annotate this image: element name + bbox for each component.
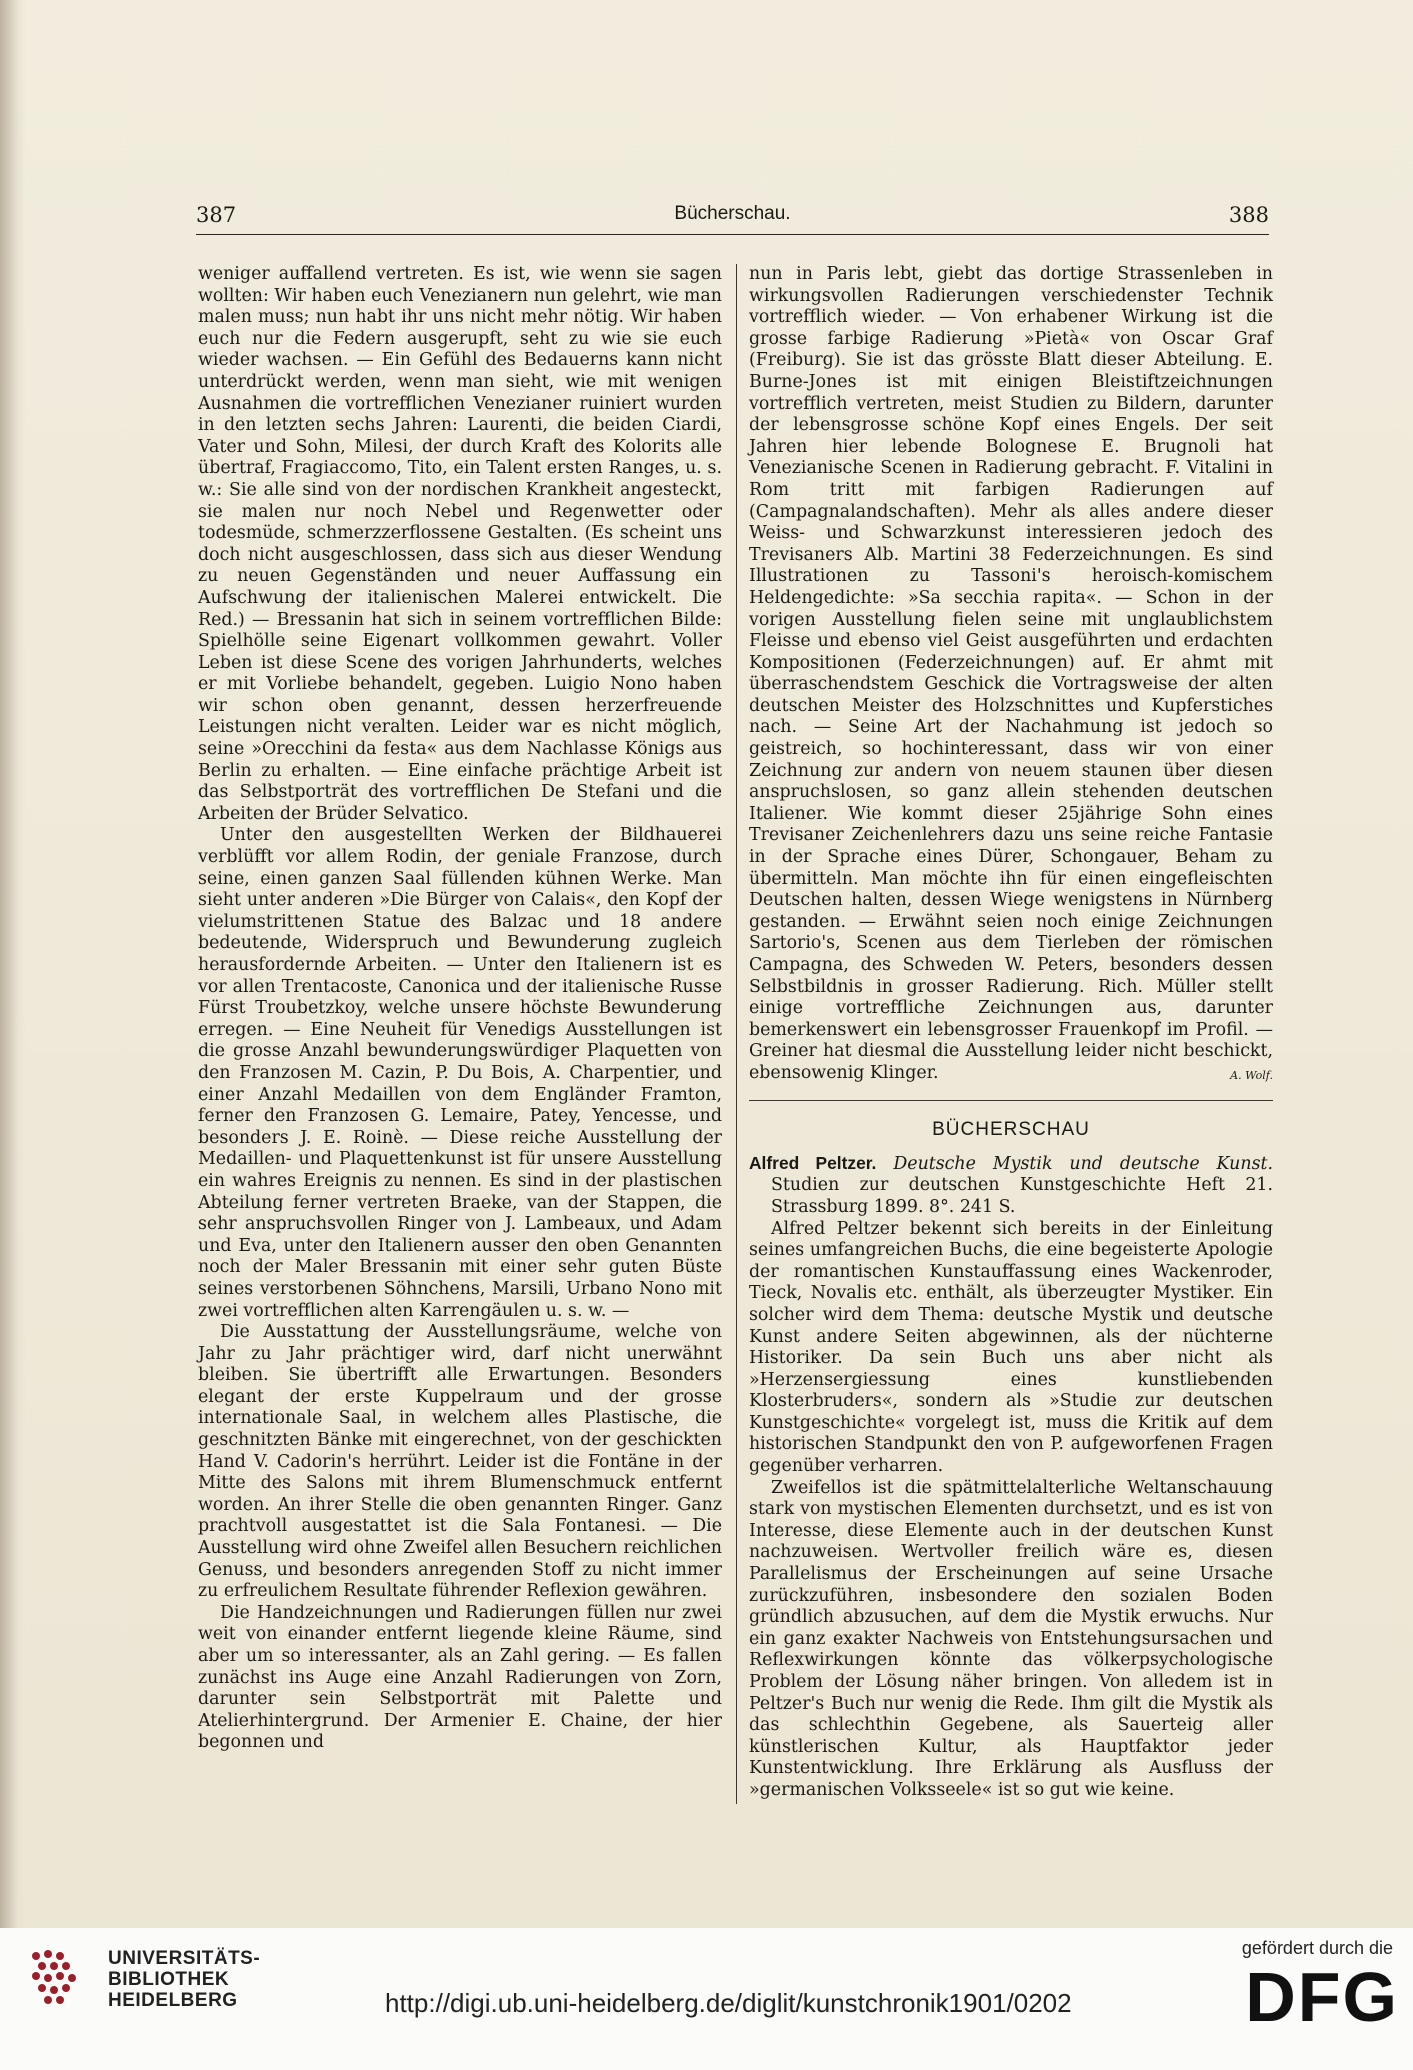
digitization-footer [0, 1928, 1413, 2070]
paragraph: Zweifellos ist die spätmittelalterliche Weltanschauung stark von mystischen Elementen durchsetzt, und es ist von Interesse, diese Elemente auch in der deutschen Kunst nachzuweisen. Wertvoller freilich wäre es, diesen Parallelismus der Erscheinungen auf seine Ursache zurückzuführen, insbesondere den sozialen Boden gründlich abzusuchen, auf dem die Mystik erwuchs. Nur ein ganz exakter Nachweis von Entstehungsursachen und Reflexwirkungen könnte das völkerpsychologische Problem der Lösung näher bringen. Von alledem ist in Peltzer's Buch nur wenig die Rede. Ihm gilt die Mystik als das schlechthin Gegebene, als Sauerteig aller künstlerischen Kultur, als Hauptfaktor jeder Kunstentwicklung. Ihre Erklärung als Ausfluss der »germanischen Volksseele« ist so gut wie keine. [749, 1477, 1273, 1800]
header-rule [196, 234, 1269, 235]
paragraph: Unter den ausgestellten Werken der Bildhauerei verblüfft vor allem Rodin, der geniale Franzose, durch seine, einen ganzen Saal füllenden kühnen Werke. Man sieht unter anderen »Die Bürger von Calais«, den Kopf der vielumstrittenen Statue des Balzac und 18 andere bedeutende, Widerspruch und Bewunderung zugleich herausfordernde Arbeiten. — Unter den Italienern ist es vor allen Trentacoste, Canonica und der italienische Russe Fürst Troubetzkoy, welche unsere höchste Bewunderung erregen. — Eine Neuheit für Venedigs Ausstellungen ist die grosse Anzahl bewunderungswürdiger Plaquetten von den Franzosen M. Cazin, P. Du Bois, A. Charpentier, und einer Anzahl Medaillen von dem Engländer Framton, ferner den Franzosen G. Lemaire, Patey, Yencesse, und besonders J. E. Roinè. — Diese reiche Ausstellung der Medaillen- und Plaquettenkunst ist für unsere Ausstellung ein wahres Ereignis zu nennen. Es sind in der plastischen Abteilung ferner vertreten Braeke, van der Stappen, die sehr anspruchsvollen Ringer von J. Lambeaux, und Adam und Eva, unter den Italienern ausser den oben Genannten noch der Maler Bressanin mit einer sehr guten Büste seines verstorbenen Söhnchens, Marsili, Urbano Nono mit zwei vortrefflichen alten Karrengäulen u. s. w. — [198, 825, 722, 1321]
running-title: Bücherschau. [674, 203, 791, 224]
section-title: BÜCHERSCHAU [932, 1119, 1090, 1141]
page-number-right: 388 [1228, 203, 1269, 227]
paragraph: Die Handzeichnungen und Radierungen füllen nur zwei weit von einander entfernt liegende kleine Räume, sind aber um so interessanter, als an Zahl gering. — Es fallen zunächst ins Auge eine Anzahl Radierungen von Zorn, darunter sein Selbstporträt mit Palette und Atelierhintergrund. Der Armenier E. Chaine, der hier begonnen und [198, 1602, 722, 1753]
page-edge-shadow [0, 0, 26, 2070]
paragraph: Alfred Peltzer bekennt sich bereits in der Einleitung seines umfangreichen Buchs, die eine begeisterte Apologie der romantischen Kunstauffassung eines Wackenroder, Tieck, Novalis etc. enthält, als überzeugter Mystiker. Ein solcher wird dem Thema: deutsche Mystik und deutsche Kunst andere Seiten abgewinnen, als der nüchterne Historiker. Da sein Buch uns aber nicht als »Herzensergiessung eines kunstliebenden Klosterbruders«, sondern als »Studie zur deutschen Kunstgeschichte« vorgelegt ist, muss die Kritik auf dem historischen Standpunkt den von P. aufgeworfenen Fragen gegenüber verharren. [749, 1218, 1273, 1477]
university-seal-icon [28, 1948, 94, 2008]
paragraph: Die Ausstattung der Ausstellungsräume, welche von Jahr zu Jahr prächtiger wird, darf nicht unerwähnt bleiben. Sie übertrifft alle Erwartungen. Besonders elegant der erste Kuppelraum und der grosse internationale Saal, in welchem alles Plastische, die geschnitzten Bänke mit eingerechnet, von der geschickten Hand V. Cadorin's herrührt. Leider ist die Fontäne in der Mitte des Salons mit ihrem Blumenschmuck entfernt worden. An ihrer Stelle die oben genannten Ringer. Ganz prachtvoll ausgestattet ist die Sala Fontanesi. — Die Ausstellung wird ohne Zweifel allen Besuchern reichlichen Genuss, und besonders anregenden Stoff zu nicht immer zu erfreulichem Resultate führender Reflexion gewähren. [198, 1322, 722, 1602]
left-column [198, 264, 722, 1754]
permalink-url[interactable]: http://digi.ub.uni-heidelberg.de/diglit/kunstchronik1901/0202 [385, 1988, 1072, 2018]
paragraph: weniger auffallend vertreten. Es ist, wie wenn sie sagen wollten: Wir haben euch Venezianern nun gelehrt, wie man malen muss; nun habt ihr uns nicht mehr nötig. Wir haben euch nur die Federn ausgerupft, seht zu wie sie euch wieder wachsen. — Ein Gefühl des Bedauerns kann nicht unterdrückt werden, wenn man sieht, wie mit wenigen Ausnahmen die vortrefflichen Venezianer ruiniert wurden in den letzten sechs Jahren: Laurenti, die beiden Ciardi, Vater und Sohn, Milesi, der durch Kraft des Kolorits alle übertraf, Fragiaccomo, Tito, ein Talent ersten Ranges, u. s. w.: Sie alle sind von der nordischen Krankheit angesteckt, sie malen nur noch Nebel und Regenwetter oder todesmüde, schmerzzerflossene Gestalten. (Es scheint uns doch nicht ausgeschlossen, dass sich aus dieser Wendung zu neuen Gegenständen und neuer Auffassung ein Aufschwung der italienischen Malerei entwickelt. Die Red.) — Bressanin hat sich in seinem vortrefflichen Bilde: Spielhölle seine Eigenart vollkommen gewahrt. Voller Leben ist diese Scene des vorigen Jahrhunderts, welches er mit Vorliebe behandelt, gegeben. Luigio Nono haben wir schon oben genannt, dessen herzerfreuende Leistungen nicht veralten. Leider war es nicht möglich, seine »Orecchini da festa« aus dem Nachlasse Königs aus Berlin zu erhalten. — Eine einfache prächtige Arbeit ist das Selbstporträt des vortrefflichen De Stefani und die Arbeiten der Brüder Selvatico. [198, 264, 722, 824]
library-branding [28, 1948, 260, 2011]
running-header [196, 203, 1269, 233]
paragraph: nun in Paris lebt, giebt das dortige Strassenleben in wirkungsvollen Radierungen verschiedenster Technik vortrefflich wieder. — Von erhabener Wirkung ist die grosse farbige Radierung »Pietà« von Oscar Graf (Freiburg). Sie ist das grösste Blatt dieser Abteilung. E. Burne-Jones ist mit einigen Bleistiftzeichnungen vortrefflich vertreten, meist Studien zu Bildern, darunter der lebensgrosse schöne Kopf eines Engels. Der seit Jahren hier lebende Bolognese E. Brugnoli hat Venezianische Scenen in Radierung gebracht. F. Vitalini in Rom tritt mit farbigen Radierungen auf (Campagnalandschaften). Mehr als alles andere dieser Weiss- und Schwarzkunst interessieren jedoch des Trevisaners Alb. Martini 38 Federzeichnungen. Es sind Illustrationen zu Tassoni's heroisch-komischem Heldengedichte: »Sa secchia rapita«. — Schon in der vorigen Ausstellung fielen seine mit unglaublichstem Fleisse und ebenso viel Geist ausgeführten und erdachten Kompositionen (Federzeichnungen) auf. Er ahmt mit überraschendstem Geschick die Vortragsweise der alten deutschen Meister des Holzschnittes und Kupferstiches nach. — Seine Art der Nachahmung ist jedoch so geistreich, so hochinteressant, dass wir von einer Zeichnung zur andern von neuem staunen über diesen anspruchslosen, so ganz allein stehenden deutschen Italiener. Wie kommt dieser 25jährige Sohn eines Trevisaner Zeichenlehrers dazu uns seine reiche Fantasie in der Sprache eines Dürer, Schongauer, Beham zu übermitteln. Man möchte ihn für einen eingefleischten Deutschen halten, dessen Wiege wenigstens in Nürnberg gestanden. — Erwähnt seien noch einige Zeichnungen Sartorio's, Scenen aus dem Tierleben der römischen Campagna, des Schweden W. Peters, besonders dessen Selbstbildnis in grosser Radierung. Rich. Müller stellt einige vortreffliche Zeichnungen aus, darunter bemerkenswert ein lebensgrosser Frauenkopf im Profil. — Greiner hat diesmal die Ausstellung leider nicht beschickt, ebensowenig Klinger. [749, 264, 1273, 1083]
book-entry [749, 1153, 1273, 1219]
column-divider [736, 264, 737, 1804]
author-signature: A. Wolf. [1230, 1068, 1273, 1082]
section-separator [749, 1100, 1273, 1101]
right-column [749, 264, 1273, 1802]
page-number-left: 387 [196, 203, 237, 227]
book-author: Alfred Peltzer. [749, 1152, 877, 1173]
book-details: Studien zur deutschen Kunstgeschichte Heft 21. Strassburg 1899. 8°. 241 S. [771, 1175, 1273, 1217]
dfg-logo: DFG [1245, 1958, 1399, 2036]
library-name: UNIVERSITÄTS- BIBLIOTHEK HEIDELBERG [108, 1948, 261, 2011]
funding-branding [1161, 1938, 1399, 2035]
funding-note: gefördert durch die [1241, 1938, 1393, 1958]
book-title: Deutsche Mystik und deutsche Kunst. [893, 1153, 1274, 1174]
